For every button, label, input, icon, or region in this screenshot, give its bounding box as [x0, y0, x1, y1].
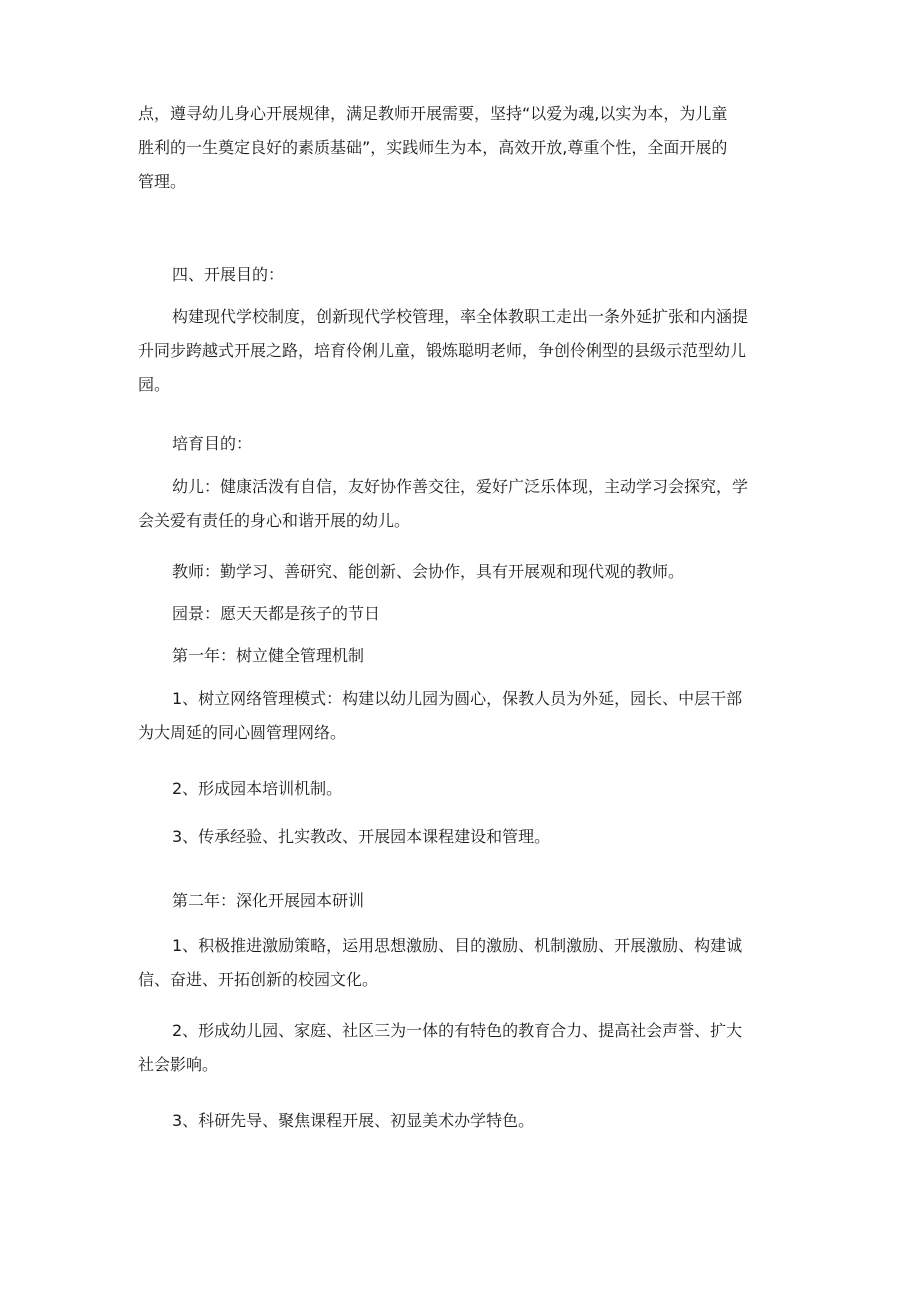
cultivation-heading — [138, 427, 820, 461]
text-line: 会关爱有责任的身心和谐开展的幼儿。 — [138, 511, 411, 530]
heading-text: 第一年：树立健全管理机制 — [172, 646, 365, 665]
text-line: 信、奋进、开拓创新的校园文化。 — [138, 970, 379, 989]
paragraph-goal-text — [138, 300, 786, 402]
text-line: 2、形成幼儿园、家庭、社区三为一体的有特色的教育合力、提高社会声誉、扩大 — [172, 1021, 743, 1040]
text-line: 社会影响。 — [138, 1055, 219, 1074]
year-two-item-1 — [138, 929, 786, 997]
paragraph-vision — [138, 597, 820, 631]
section-heading-goals — [138, 258, 820, 292]
text-line: 幼儿：健康活泼有自信，友好协作善交往，爱好广泛乐体现，主动学习会探究，学 — [172, 477, 749, 496]
text-line: 点，遵寻幼儿身心开展规律，满足教师开展需要，坚持“以爱为魂,以实为本，为儿童 — [138, 104, 728, 123]
year-one-item-1 — [138, 682, 786, 750]
text-line: 管理。 — [138, 172, 187, 191]
text-line: 园。 — [138, 375, 171, 394]
year-one-heading — [138, 639, 820, 673]
year-one-item-2 — [138, 772, 820, 806]
paragraph-children-goal — [138, 470, 786, 538]
year-two-item-3 — [138, 1104, 820, 1138]
heading-text: 四、开展目的： — [172, 265, 285, 284]
year-two-item-2 — [138, 1014, 786, 1082]
paragraph-teacher-goal — [138, 555, 820, 589]
text-line: 升同步跨越式开展之路，培育伶俐儿童，锻炼聪明老师，争创伶俐型的县级示范型幼儿 — [138, 341, 747, 360]
heading-text: 第二年：深化开展园本研训 — [172, 891, 365, 910]
text-line: 胜利的一生奠定良好的素质基础”，实践师生为本，高效开放,尊重个性，全面开展的 — [138, 138, 728, 157]
text-line: 构建现代学校制度，创新现代学校管理，率全体教职工走出一条外延扩张和内涵提 — [172, 307, 749, 326]
text-line: 2、形成园本培训机制。 — [172, 779, 343, 798]
text-line: 3、科研先导、聚焦课程开展、初显美术办学特色。 — [172, 1111, 535, 1130]
paragraph-intro-continued — [138, 97, 786, 199]
text-line: 为大周延的同心圆管理网络。 — [138, 723, 347, 742]
text-line: 1、积极推进激励策略，运用思想激励、目的激励、机制激励、开展激励、构建诚 — [172, 936, 743, 955]
text-line: 1、树立网络管理模式：构建以幼儿园为圆心，保教人员为外延，园长、中层干部 — [172, 689, 743, 708]
text-line: 教师：勤学习、善研究、能创新、会协作，具有开展观和现代观的教师。 — [172, 562, 685, 581]
text-line: 园景：愿天天都是孩子的节日 — [172, 604, 381, 623]
year-one-item-3 — [138, 820, 820, 854]
heading-text: 培育目的： — [172, 434, 253, 453]
text-line: 3、传承经验、扎实教改、开展园本课程建设和管理。 — [172, 827, 551, 846]
year-two-heading — [138, 884, 820, 918]
